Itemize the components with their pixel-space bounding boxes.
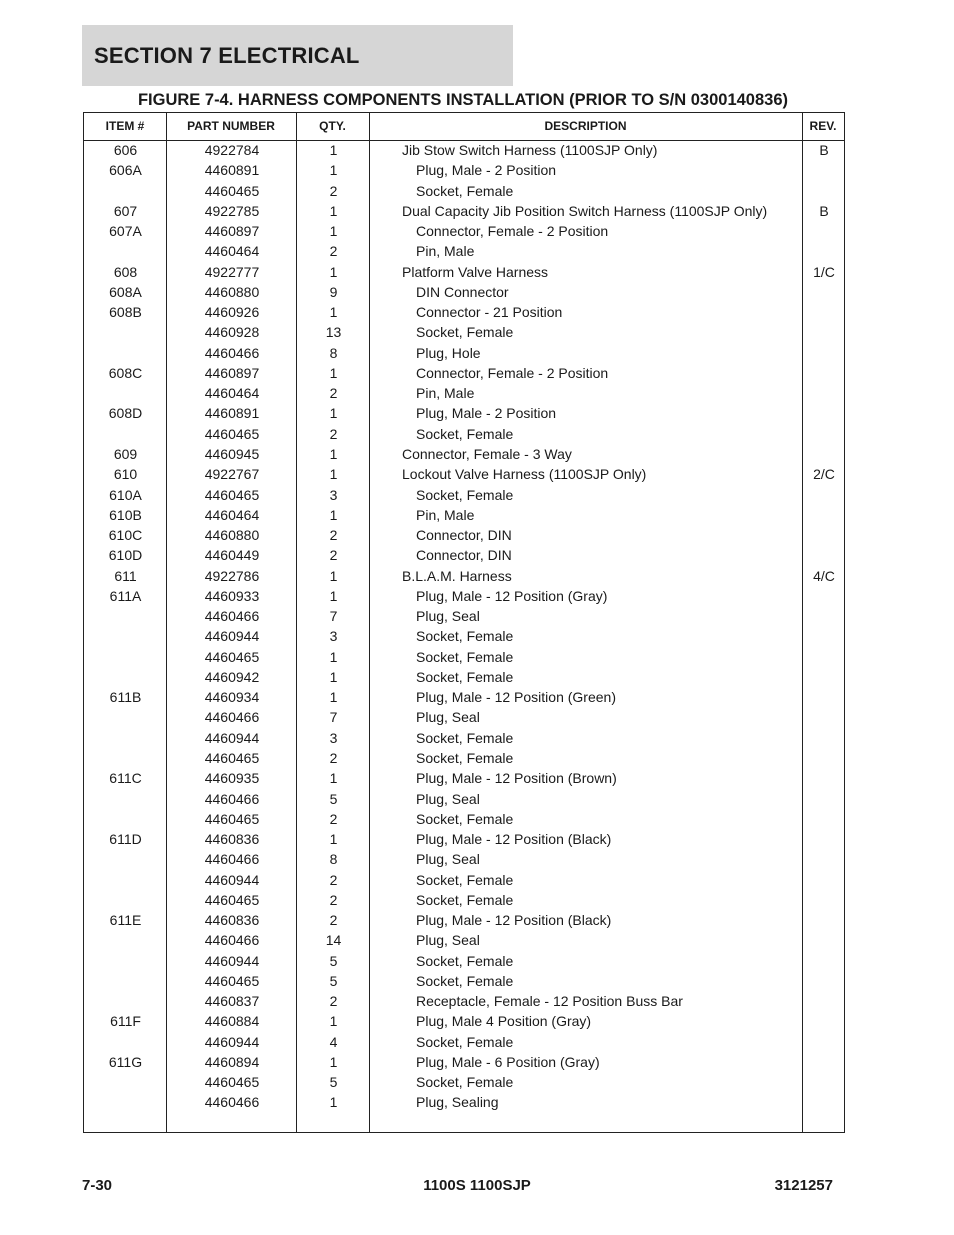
table-row	[84, 403, 844, 423]
table-row	[84, 282, 844, 302]
description-cell: Socket, Female	[416, 648, 514, 665]
description-cell: Plug, Hole	[416, 344, 481, 361]
description-cell: Socket, Female	[416, 324, 514, 341]
description-cell: Connector, Female - 3 Way	[402, 445, 572, 462]
qty-cell: 1	[329, 405, 338, 422]
part-number-cell: 4460466	[204, 709, 260, 726]
table-row	[84, 1032, 844, 1052]
table-row	[84, 1072, 844, 1092]
part-number-cell: 4460944	[204, 1033, 260, 1050]
qty-cell: 5	[329, 952, 338, 969]
qty-cell: 13	[325, 324, 342, 341]
table-row	[84, 383, 844, 403]
item-cell: 610A	[109, 486, 142, 503]
qty-cell: 1	[329, 1094, 338, 1111]
part-number-cell: 4460945	[204, 445, 260, 462]
footer-model: 1100S 1100SJP	[423, 1177, 531, 1194]
part-number-cell: 4460465	[204, 425, 260, 442]
table-row	[84, 647, 844, 667]
item-cell: 611C	[109, 770, 142, 787]
qty-cell: 1	[329, 162, 338, 179]
table-row	[84, 870, 844, 890]
table-row	[84, 728, 844, 748]
description-cell: Socket, Female	[416, 668, 514, 685]
description-cell: Plug, Seal	[416, 709, 480, 726]
table-row	[84, 505, 844, 525]
part-number-cell: 4460465	[204, 1074, 260, 1091]
table-row	[84, 586, 844, 606]
description-cell: Lockout Valve Harness (1100SJP Only)	[402, 466, 647, 483]
part-number-cell: 4460897	[204, 364, 260, 381]
qty-cell: 2	[329, 547, 338, 564]
rev-cell: B	[819, 202, 829, 219]
description-cell: Plug, Seal	[416, 790, 480, 807]
description-cell: Socket, Female	[416, 749, 514, 766]
section-header: SECTION 7 ELECTRICAL	[82, 25, 513, 86]
description-cell: Plug, Male - 12 Position (Brown)	[416, 770, 617, 787]
part-number-cell: 4460933	[204, 587, 260, 604]
qty-cell: 4	[329, 1033, 338, 1050]
description-cell: Socket, Female	[416, 1033, 514, 1050]
part-number-cell: 4460880	[204, 283, 260, 300]
item-cell: 611A	[109, 587, 142, 604]
description-cell: B.L.A.M. Harness	[402, 567, 512, 584]
description-cell: Jib Stow Switch Harness (1100SJP Only)	[402, 142, 658, 158]
item-cell: 609	[113, 445, 138, 462]
table-row	[84, 485, 844, 505]
qty-cell: 7	[329, 608, 338, 625]
part-number-cell: 4460449	[204, 547, 260, 564]
description-cell: Plug, Seal	[416, 851, 480, 868]
part-number-cell: 4460880	[204, 527, 260, 544]
table-row	[84, 910, 844, 930]
header-qty: QTY.	[319, 119, 346, 133]
qty-cell: 1	[329, 445, 338, 462]
part-number-cell: 4460944	[204, 729, 260, 746]
table-row	[84, 971, 844, 991]
qty-cell: 3	[329, 729, 338, 746]
description-cell: Plug, Male 4 Position (Gray)	[416, 1013, 592, 1030]
qty-cell: 1	[329, 648, 338, 665]
part-number-cell: 4460944	[204, 871, 260, 888]
part-number-cell: 4922785	[204, 202, 260, 219]
description-cell: Socket, Female	[416, 182, 514, 199]
table-row	[84, 464, 844, 484]
header-description: DESCRIPTION	[544, 119, 627, 133]
qty-cell: 2	[329, 810, 338, 827]
part-number-cell: 4460894	[204, 1053, 260, 1070]
part-number-cell: 4922777	[204, 263, 260, 280]
rev-cell: 4/C	[813, 567, 835, 584]
table-row	[84, 849, 844, 869]
description-cell: Dual Capacity Jib Position Switch Harness (1100SJP Only)	[402, 202, 768, 219]
description-cell: Plug, Male - 2 Position	[416, 405, 557, 422]
qty-cell: 5	[329, 790, 338, 807]
description-cell: Socket, Female	[416, 952, 514, 969]
description-cell: Connector, Female - 2 Position	[416, 223, 609, 240]
table-row	[84, 667, 844, 687]
part-number-cell: 4460465	[204, 749, 260, 766]
qty-cell: 1	[329, 506, 338, 523]
description-cell: Plug, Seal	[416, 608, 480, 625]
table-row	[84, 444, 844, 464]
item-cell: 608D	[108, 405, 143, 422]
qty-cell: 1	[329, 1053, 338, 1070]
part-number-cell: 4460928	[204, 324, 260, 341]
table-row	[84, 789, 844, 809]
qty-cell: 1	[329, 142, 338, 158]
table-row	[84, 951, 844, 971]
qty-cell: 14	[325, 932, 342, 949]
qty-cell: 1	[329, 668, 338, 685]
description-cell: Socket, Female	[416, 871, 514, 888]
qty-cell: 2	[329, 243, 338, 260]
rev-cell: B	[819, 142, 829, 158]
table-row	[84, 262, 844, 282]
qty-cell: 1	[329, 304, 338, 321]
qty-cell: 1	[329, 263, 338, 280]
description-cell: Plug, Male - 12 Position (Gray)	[416, 587, 608, 604]
description-cell: Plug, Sealing	[416, 1094, 499, 1111]
qty-cell: 8	[329, 344, 338, 361]
table-row	[84, 890, 844, 910]
qty-cell: 1	[329, 223, 338, 240]
description-cell: Plug, Male - 12 Position (Black)	[416, 831, 612, 848]
part-number-cell: 4460466	[204, 932, 260, 949]
description-cell: Socket, Female	[416, 891, 514, 908]
description-cell: Receptacle, Female - 12 Position Buss Bar	[416, 993, 683, 1010]
part-number-cell: 4460944	[204, 628, 260, 645]
description-cell: Socket, Female	[416, 729, 514, 746]
table-row	[84, 930, 844, 950]
item-cell: 606A	[109, 162, 142, 179]
table-row	[84, 707, 844, 727]
description-cell: Socket, Female	[416, 1074, 514, 1091]
part-number-cell: 4460466	[204, 344, 260, 361]
table-row	[84, 1011, 844, 1031]
item-cell: 611B	[109, 689, 142, 706]
description-cell: Plug, Male - 2 Position	[416, 162, 557, 179]
description-cell: Connector, DIN	[416, 547, 512, 564]
part-number-cell: 4460944	[204, 952, 260, 969]
description-cell: Plug, Seal	[416, 932, 480, 949]
part-number-cell: 4460464	[204, 385, 260, 402]
table-row	[84, 160, 844, 180]
table-row	[84, 566, 844, 586]
footer-doc-number: 3121257	[774, 1177, 833, 1194]
part-number-cell: 4460464	[204, 243, 260, 260]
qty-cell: 1	[329, 770, 338, 787]
description-cell: Pin, Male	[416, 506, 475, 523]
item-cell: 611D	[109, 831, 142, 848]
part-number-cell: 4460942	[204, 668, 260, 685]
description-cell: Plug, Male - 12 Position (Black)	[416, 912, 612, 929]
rev-cell: 1/C	[813, 263, 835, 280]
part-number-cell: 4922784	[204, 142, 260, 158]
table-row	[84, 748, 844, 768]
table-row	[84, 322, 844, 342]
item-cell: 610	[113, 466, 138, 483]
description-cell: Plug, Male - 6 Position (Gray)	[416, 1053, 600, 1070]
part-number-cell: 4460836	[204, 912, 260, 929]
table-row	[84, 181, 844, 201]
qty-cell: 2	[329, 749, 338, 766]
item-cell: 607A	[109, 223, 142, 240]
qty-cell: 3	[329, 628, 338, 645]
part-number-cell: 4460934	[204, 689, 260, 706]
description-cell: Pin, Male	[416, 243, 475, 260]
part-number-cell: 4460837	[204, 993, 260, 1010]
qty-cell: 9	[329, 283, 338, 300]
table-row	[84, 302, 844, 322]
description-cell: Platform Valve Harness	[402, 263, 549, 280]
qty-cell: 8	[329, 851, 338, 868]
qty-cell: 5	[329, 972, 338, 989]
item-cell: 606	[113, 142, 138, 158]
footer-page-number: 7-30	[82, 1177, 113, 1194]
part-number-cell: 4460466	[204, 851, 260, 868]
qty-cell: 1	[329, 364, 338, 381]
part-number-cell: 4460935	[204, 770, 260, 787]
item-cell: 611F	[110, 1013, 141, 1030]
qty-cell: 1	[329, 587, 338, 604]
rev-cell: 2/C	[813, 466, 835, 483]
item-cell: 608B	[109, 304, 142, 321]
qty-cell: 2	[329, 182, 338, 199]
header-part-number: PART NUMBER	[187, 119, 275, 133]
description-cell: Connector - 21 Position	[416, 304, 563, 321]
table-row	[84, 626, 844, 646]
table-row	[84, 768, 844, 788]
part-number-cell: 4460465	[204, 891, 260, 908]
part-number-cell: 4460465	[204, 810, 260, 827]
part-number-cell: 4460897	[204, 223, 260, 240]
description-cell: Socket, Female	[416, 810, 514, 827]
description-cell: Socket, Female	[416, 486, 514, 503]
table-row	[84, 343, 844, 363]
part-number-cell: 4460465	[204, 486, 260, 503]
description-cell: Connector, DIN	[416, 527, 512, 544]
qty-cell: 5	[329, 1074, 338, 1091]
qty-cell: 1	[329, 1013, 338, 1030]
item-cell: 608C	[108, 364, 143, 381]
table-row	[84, 241, 844, 261]
table-row	[84, 687, 844, 707]
table-row	[84, 363, 844, 383]
description-cell: Socket, Female	[416, 628, 514, 645]
qty-cell: 2	[329, 385, 338, 402]
table-row	[84, 1092, 844, 1112]
description-cell: Socket, Female	[416, 972, 514, 989]
table-row	[84, 1052, 844, 1072]
qty-cell: 2	[329, 871, 338, 888]
table-row	[84, 829, 844, 849]
part-number-cell: 4922767	[204, 466, 260, 483]
description-cell: Plug, Male - 12 Position (Green)	[416, 689, 616, 706]
table-row	[84, 201, 844, 221]
qty-cell: 1	[329, 831, 338, 848]
qty-cell: 2	[329, 425, 338, 442]
item-cell: 607	[113, 202, 138, 219]
table-row	[84, 606, 844, 626]
item-cell: 608A	[109, 283, 142, 300]
part-number-cell: 4460465	[204, 972, 260, 989]
part-number-cell: 4460466	[204, 1094, 260, 1111]
parts-table	[83, 112, 845, 1133]
part-number-cell: 4460466	[204, 608, 260, 625]
part-number-cell: 4460465	[204, 648, 260, 665]
qty-cell: 3	[329, 486, 338, 503]
qty-cell: 1	[329, 567, 338, 584]
qty-cell: 1	[329, 466, 338, 483]
part-number-cell: 4460464	[204, 506, 260, 523]
description-cell: DIN Connector	[416, 283, 509, 300]
part-number-cell: 4460466	[204, 790, 260, 807]
description-cell: Connector, Female - 2 Position	[416, 364, 609, 381]
item-cell: 610C	[108, 527, 143, 544]
part-number-cell: 4460891	[204, 162, 260, 179]
table-row	[84, 140, 844, 160]
qty-cell: 2	[329, 891, 338, 908]
qty-cell: 1	[329, 689, 338, 706]
part-number-cell: 4460884	[204, 1013, 260, 1030]
qty-cell: 1	[329, 202, 338, 219]
description-cell: Socket, Female	[416, 425, 514, 442]
table-row	[84, 525, 844, 545]
item-cell: 611G	[108, 1053, 143, 1070]
item-cell: 611E	[109, 912, 142, 929]
description-cell: Pin, Male	[416, 385, 475, 402]
table-row	[84, 221, 844, 241]
part-number-cell: 4922786	[204, 567, 260, 584]
table-row	[84, 545, 844, 565]
figure-title: FIGURE 7-4. HARNESS COMPONENTS INSTALLATION (PRIOR TO S/N 0300140836)	[137, 91, 789, 109]
qty-cell: 2	[329, 527, 338, 544]
table-row	[84, 424, 844, 444]
item-cell: 610B	[109, 506, 142, 523]
item-cell: 608	[113, 263, 138, 280]
table-row	[84, 809, 844, 829]
qty-cell: 2	[329, 993, 338, 1010]
part-number-cell: 4460465	[204, 182, 260, 199]
header-rev: REV.	[809, 119, 837, 133]
part-number-cell: 4460891	[204, 405, 260, 422]
qty-cell: 2	[329, 912, 338, 929]
table-row	[84, 991, 844, 1011]
part-number-cell: 4460836	[204, 831, 260, 848]
table-body	[84, 140, 844, 1113]
header-item: ITEM #	[105, 119, 145, 133]
item-cell: 610D	[108, 547, 143, 564]
item-cell: 611	[114, 567, 137, 584]
part-number-cell: 4460926	[204, 304, 260, 321]
qty-cell: 7	[329, 709, 338, 726]
